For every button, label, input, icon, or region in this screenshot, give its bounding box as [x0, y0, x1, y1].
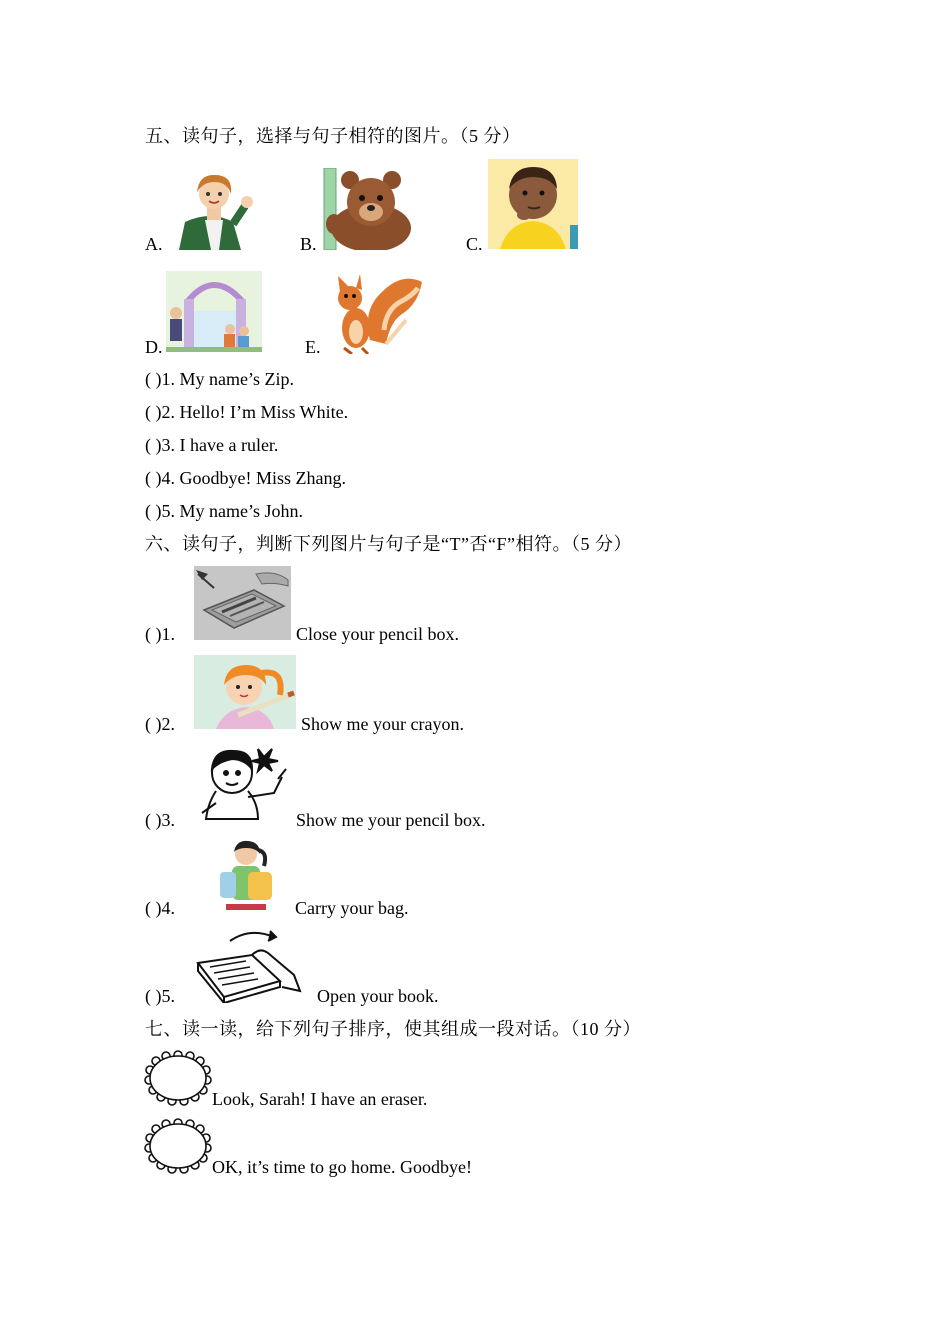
- option-a-label: A.: [145, 234, 163, 254]
- girl-pointing-icon: [198, 743, 290, 825]
- option-e-label: E.: [305, 337, 321, 357]
- waving-woman-icon: [171, 170, 261, 250]
- option-b-label: B.: [300, 234, 317, 254]
- bear-with-ruler-icon: [322, 168, 414, 250]
- section6-item-3-prefix: ( )3.: [145, 810, 175, 830]
- section7-item-2-text: OK, it’s time to go home. Goodbye!: [212, 1157, 472, 1177]
- boy-thinking-icon: [488, 159, 578, 249]
- option-d-label: D.: [145, 337, 163, 357]
- section7-item-1-text: Look, Sarah! I have an eraser.: [212, 1089, 428, 1109]
- school-gate-goodbye-icon: [166, 271, 262, 352]
- section6-item-2-text: Show me your crayon.: [301, 714, 464, 734]
- girl-with-crayon-icon: [194, 655, 296, 729]
- girl-with-bag-icon: [214, 838, 278, 914]
- section5-item-5: ( )5. My name’s John.: [145, 501, 303, 521]
- section5-item-3: ( )3. I have a ruler.: [145, 435, 279, 455]
- section6-item-4-text: Carry your bag.: [295, 898, 409, 918]
- option-c-label: C.: [466, 234, 483, 254]
- section5-item-2: ( )2. Hello! I’m Miss White.: [145, 402, 349, 422]
- section7-heading: 七、读一读，给下列句子排序，使其组成一段对话。（10 分）: [145, 1019, 641, 1039]
- open-book-icon: [194, 927, 304, 1003]
- section6-item-5-prefix: ( )5.: [145, 986, 175, 1006]
- section6-item-4-prefix: ( )4.: [145, 898, 175, 918]
- section6-item-5-text: Open your book.: [317, 986, 439, 1006]
- pencil-box-icon: [194, 566, 291, 640]
- flower-frame-icon: [144, 1118, 212, 1174]
- section6-item-1-text: Close your pencil box.: [296, 624, 459, 644]
- section5-heading: 五、读句子，选择与句子相符的图片。（5 分）: [145, 126, 521, 146]
- section6-item-1-prefix: ( )1.: [145, 624, 175, 644]
- flower-frame-icon: [144, 1050, 212, 1106]
- section6-heading: 六、读句子，判断下列图片与句子是“T”否“F”相符。（5 分）: [145, 534, 632, 554]
- squirrel-icon: [326, 270, 426, 354]
- section5-item-4: ( )4. Goodbye! Miss Zhang.: [145, 468, 346, 488]
- section5-item-1: ( )1. My name’s Zip.: [145, 369, 294, 389]
- section6-item-2-prefix: ( )2.: [145, 714, 175, 734]
- section6-item-3-text: Show me your pencil box.: [296, 810, 486, 830]
